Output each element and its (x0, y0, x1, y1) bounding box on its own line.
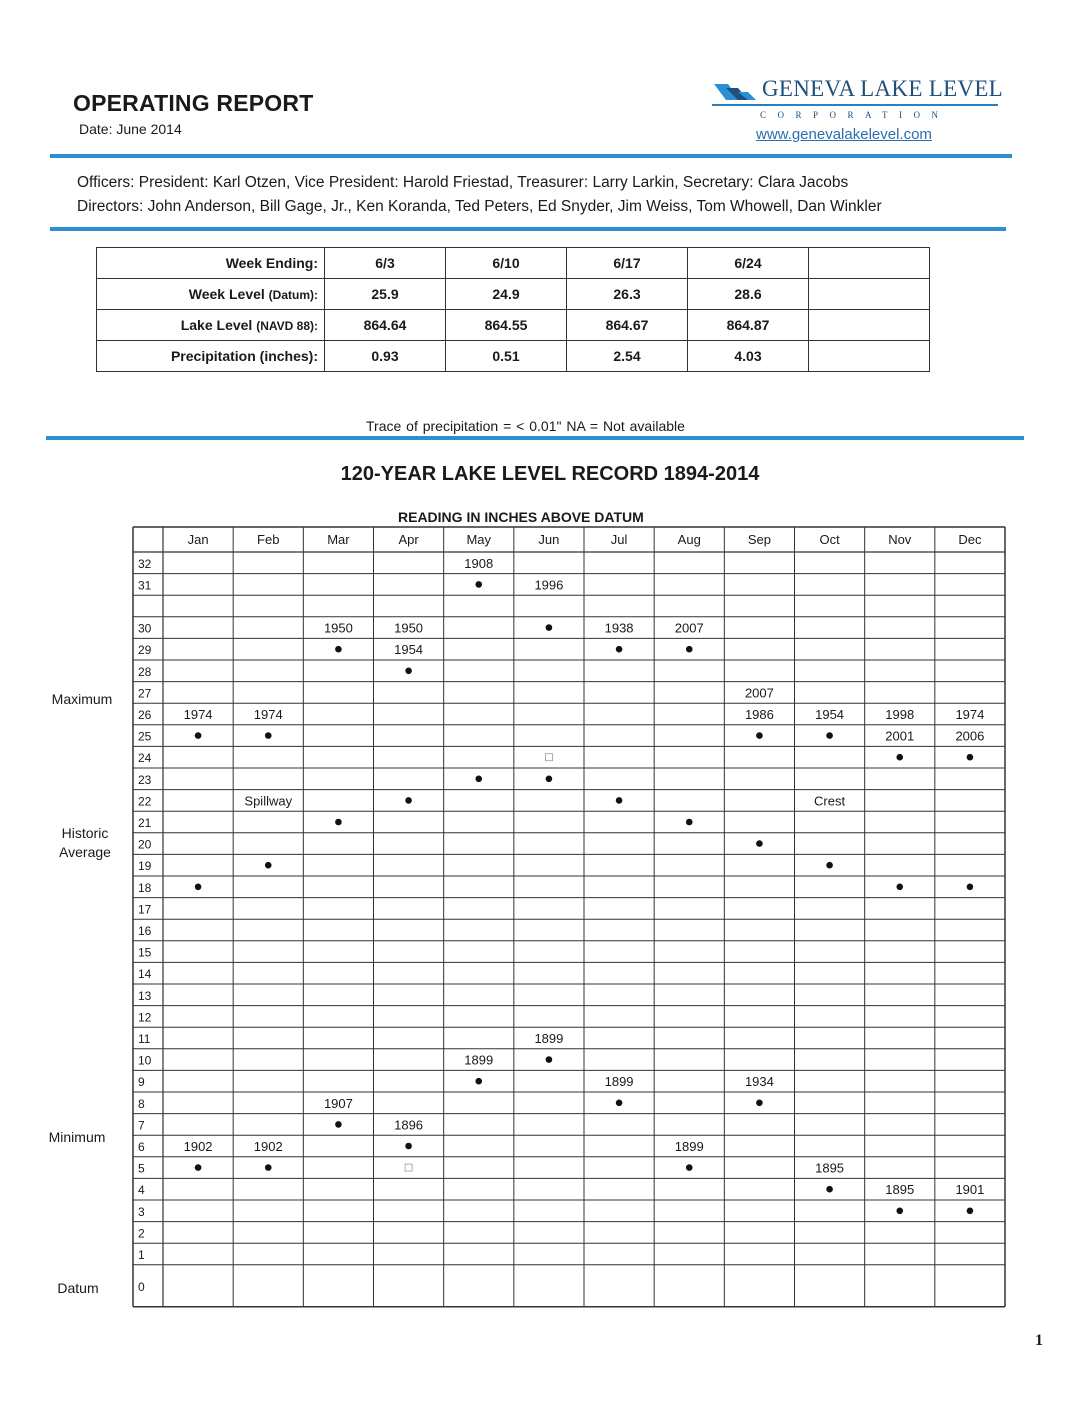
summary-cell: 864.87 (688, 310, 809, 341)
minimum-record-year: 1934 (744, 1074, 774, 1090)
level-tick-label: 29 (138, 643, 152, 658)
minimum-record-dot (756, 1100, 763, 1107)
level-tick-label: 19 (138, 859, 152, 874)
month-header: Jul (610, 532, 628, 547)
level-tick-label: 1 (138, 1248, 145, 1262)
summary-cell: 0.51 (446, 341, 567, 372)
level-tick-label: 23 (138, 772, 152, 787)
level-tick-label: 25 (138, 729, 152, 744)
level-tick-label: 30 (138, 621, 152, 636)
historic-average-dot (265, 862, 272, 869)
historic-average-dot (335, 819, 342, 826)
chart-title: 120-YEAR LAKE LEVEL RECORD 1894-2014 (340, 463, 760, 485)
level-tick-label: 18 (138, 880, 152, 895)
minimum-record-year: 1899 (464, 1052, 494, 1068)
report-title: OPERATING REPORT (73, 90, 314, 116)
maximum-record-year: 1974 (183, 707, 213, 722)
month-header: Dec (958, 532, 982, 547)
summary-cell: 6/3 (325, 248, 446, 279)
historic-average-dot (967, 884, 974, 891)
summary-cell: 4.03 (688, 341, 809, 372)
month-header: Jan (187, 532, 209, 547)
maximum-record-year: 2007 (674, 620, 704, 636)
minimum-record-year: 1907 (323, 1095, 353, 1111)
historic-average-dot (616, 797, 623, 804)
month-header: Mar (327, 532, 350, 547)
summary-cell: 6/10 (446, 248, 567, 279)
historic-average-dot (896, 884, 903, 891)
level-tick-label: 4 (138, 1183, 145, 1198)
summary-cell: 6/24 (688, 248, 809, 279)
summary-cell: 28.6 (688, 279, 809, 310)
minimum-record-dot (826, 1186, 833, 1193)
report-date: Date: June 2014 (79, 121, 182, 137)
summary-cell: 864.64 (325, 310, 446, 341)
minimum-record-year: 1895 (815, 1160, 845, 1176)
maximum-record-dot (616, 646, 623, 653)
maximum-record-year: 1954 (815, 707, 845, 722)
historic-average-dot (405, 797, 412, 804)
level-tick-label: 26 (138, 708, 152, 722)
page-number: 1 (1035, 1332, 1043, 1349)
minimum-record-year: 1901 (955, 1182, 985, 1198)
officers-line: Officers: President: Karl Otzen, Vice President: Harold Friestad, Treasurer: Larry Larkin, Secretary: Clara Jacobs (77, 174, 849, 191)
historic-average-dot (686, 819, 693, 826)
historic-average-dot (475, 776, 482, 783)
row-label-text: Week Ending: (225, 255, 318, 271)
maximum-record-dot (265, 732, 272, 739)
maximum-record-dot (826, 732, 833, 739)
month-header: Sep (747, 532, 771, 547)
open-marker (405, 1164, 412, 1171)
summary-cell: 6/17 (567, 248, 688, 279)
maximum-record-year: 1998 (885, 707, 915, 722)
minimum-record-year: 1902 (183, 1139, 213, 1154)
level-tick-label: 3 (138, 1204, 145, 1219)
level-tick-label: 0 (138, 1279, 145, 1294)
maximum-record-year: 1986 (744, 707, 774, 722)
summary-cell: 25.9 (325, 279, 446, 310)
maximum-record-year: 1996 (534, 577, 564, 593)
maximum-record-dot (896, 754, 903, 761)
minimum-record-dot (405, 1143, 412, 1150)
month-header: Nov (888, 532, 912, 547)
threshold-annotation: Crest (814, 793, 846, 809)
maximum-record-dot (405, 668, 412, 675)
summary-cell: 864.55 (446, 310, 567, 341)
minimum-record-dot (546, 1056, 553, 1063)
maximum-record-year: 2001 (885, 728, 915, 744)
historic-average-dot (546, 776, 553, 783)
level-tick-label: 20 (138, 837, 152, 852)
level-tick-label: 2 (138, 1226, 145, 1241)
month-header: May (466, 532, 492, 547)
minimum-record-dot (616, 1100, 623, 1107)
minimum-record-dot (195, 1164, 202, 1171)
logo-name: GENEVA LAKE LEVEL (762, 76, 1004, 101)
maximum-record-dot (546, 624, 553, 631)
maximum-record-year: 1974 (955, 707, 985, 722)
level-tick-label: 14 (138, 967, 152, 982)
summary-cell: 24.9 (446, 279, 567, 310)
row-label-text: Lake Level (180, 317, 253, 333)
level-tick-label: 5 (138, 1161, 145, 1176)
month-header: Oct (819, 532, 840, 547)
maximum-record-dot (335, 646, 342, 653)
minimum-record-dot (265, 1164, 272, 1171)
maximum-record-year: 1938 (604, 620, 634, 636)
month-header: Jun (538, 532, 560, 547)
minimum-record-year: 1899 (674, 1139, 704, 1154)
maximum-record-year: 1974 (253, 707, 283, 722)
level-tick-label: 22 (138, 794, 152, 809)
level-tick-label: 12 (138, 1010, 152, 1025)
open-marker (545, 754, 552, 761)
level-tick-label: 31 (138, 578, 152, 593)
threshold-annotation: Spillway (244, 793, 293, 809)
level-tick-label: 6 (138, 1140, 145, 1154)
month-header: Feb (257, 532, 280, 547)
level-tick-label: 11 (138, 1032, 151, 1046)
maximum-record-year: 1950 (323, 620, 353, 636)
level-tick-label: 17 (138, 902, 152, 917)
maximum-record-dot (686, 646, 693, 653)
datum-label: Datum (57, 1280, 99, 1296)
minimum-label: Minimum (48, 1129, 106, 1145)
row-label-unit: (NAVD 88): (256, 319, 318, 333)
website-link[interactable]: www.genevalakelevel.com (756, 126, 932, 143)
level-tick-label: 15 (138, 945, 152, 960)
precipitation-notes: Trace of precipitation = < 0.01" NA = Not available (366, 418, 685, 434)
maximum-record-dot (475, 581, 482, 588)
minimum-record-year: 1899 (604, 1074, 634, 1090)
level-tick-label: 28 (138, 664, 152, 679)
maximum-record-year: 2007 (744, 685, 774, 701)
level-tick-label: 10 (138, 1053, 152, 1068)
directors-line: Directors: John Anderson, Bill Gage, Jr., Ken Koranda, Ted Peters, Ed Snyder, Jim Weiss, Tom Whowell, Dan Winkler (77, 198, 882, 215)
maximum-record-year: 1950 (394, 620, 424, 636)
month-header: Aug (677, 532, 701, 547)
summary-cell: 26.3 (567, 279, 688, 310)
level-tick-label: 32 (138, 556, 152, 571)
minimum-record-year: 1896 (394, 1117, 424, 1133)
maximum-record-year: 2006 (955, 728, 985, 744)
historic-average-dot (756, 840, 763, 847)
minimum-record-dot (896, 1208, 903, 1215)
maximum-record-year: 1954 (394, 642, 424, 658)
level-tick-label: 7 (138, 1118, 145, 1133)
level-tick-label: 8 (138, 1096, 145, 1111)
maximum-record-dot (967, 754, 974, 761)
historic-average-dot (826, 862, 833, 869)
minimum-record-year: 1899 (534, 1031, 564, 1046)
minimum-record-dot (967, 1208, 974, 1215)
summary-cell: 2.54 (567, 341, 688, 372)
level-tick-label: 24 (138, 751, 152, 766)
logo-subtitle: CORPORATION (760, 110, 950, 120)
level-tick-label: 27 (138, 686, 152, 701)
level-tick-label: 13 (138, 988, 152, 1003)
maximum-record-dot (756, 732, 763, 739)
level-tick-label: 9 (138, 1075, 145, 1090)
row-label-text: Week Level (188, 286, 265, 302)
summary-cell: 864.67 (567, 310, 688, 341)
month-header: Apr (398, 532, 419, 547)
minimum-record-dot (686, 1164, 693, 1171)
summary-cell: 0.93 (325, 341, 446, 372)
chart-subtitle: READING IN INCHES ABOVE DATUM (398, 509, 644, 525)
maximum-record-dot (195, 732, 202, 739)
minimum-record-dot (335, 1121, 342, 1128)
minimum-record-year: 1895 (885, 1182, 915, 1198)
minimum-record-dot (475, 1078, 482, 1085)
row-label-unit: (Datum): (268, 288, 318, 302)
historic-average-dot (195, 884, 202, 891)
row-label-text: Precipitation (inches): (170, 348, 318, 364)
level-tick-label: 21 (138, 816, 152, 830)
minimum-record-year: 1902 (253, 1139, 283, 1154)
maximum-record-year: 1908 (464, 555, 494, 571)
maximum-label: Maximum (51, 691, 113, 707)
level-tick-label: 16 (138, 924, 152, 938)
historic-average-label: Historic Average (59, 825, 111, 860)
